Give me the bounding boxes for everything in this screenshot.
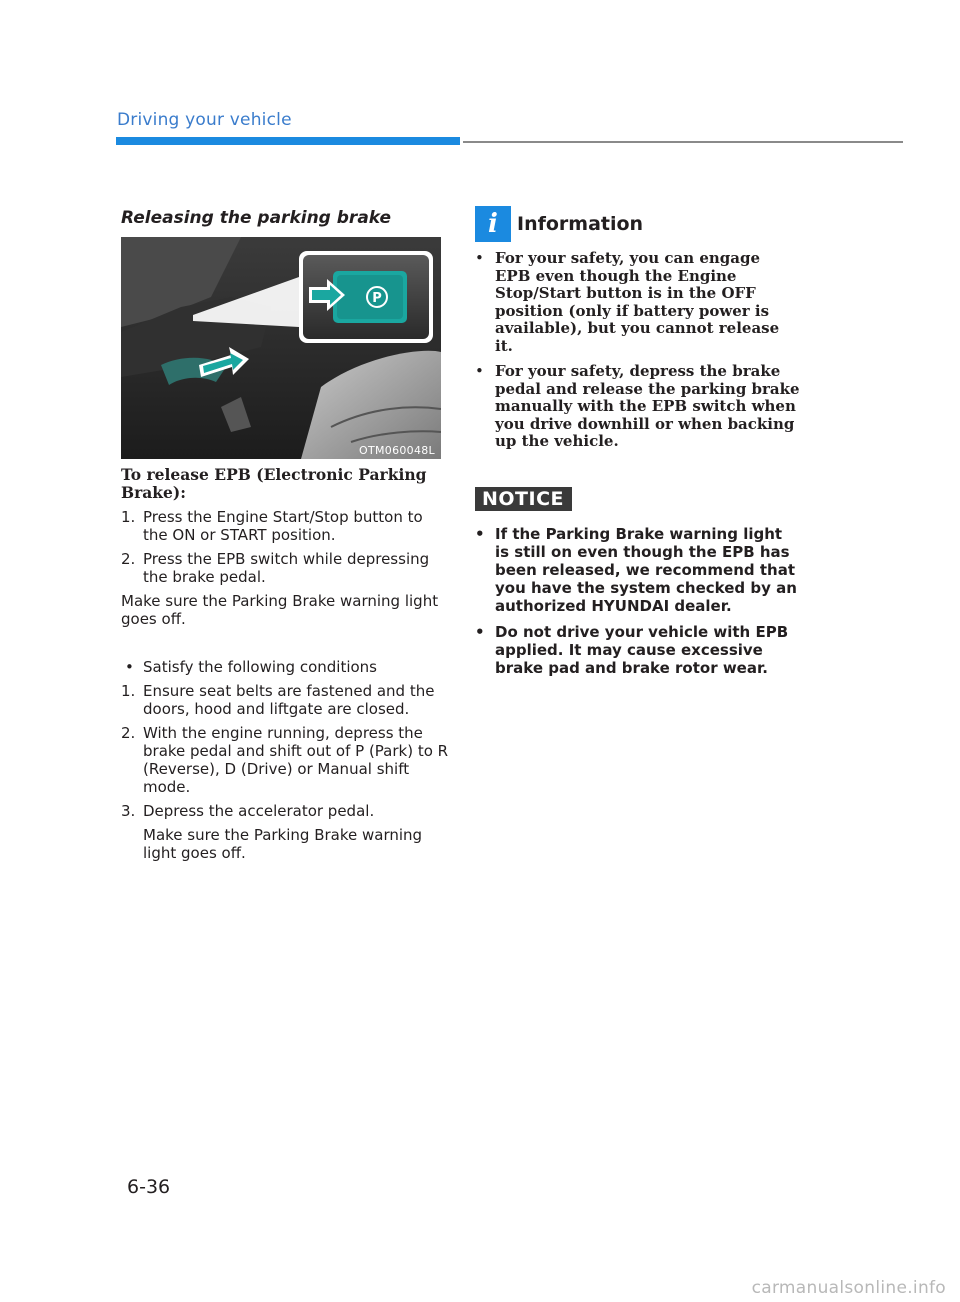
figure-code: OTM060048L	[359, 444, 435, 457]
info-text: For your safety, you can engage EPB even though the Engine Stop/Start button is in the OFF position (only if battery power is available), but you cannot release it.	[495, 249, 780, 355]
info-list-item	[475, 363, 800, 451]
epb-release-figure	[121, 237, 441, 459]
list-text: With the engine running, depress the brake pedal and shift out of P (Park) to R (Reverse), D (Drive) or Manual shift mode.	[143, 724, 449, 796]
right-column	[475, 206, 800, 685]
notice-badge: NOTICE	[475, 487, 572, 511]
final-warning-note: Make sure the Parking Brake warning light goes off.	[143, 826, 423, 862]
list-number: 2.	[121, 550, 136, 568]
list-number: 1.	[121, 682, 136, 700]
bullet-icon: •	[475, 362, 484, 380]
info-icon: i	[475, 206, 511, 242]
list-number: 2.	[121, 724, 136, 742]
conditions-bullet	[121, 658, 451, 676]
list-item	[121, 802, 451, 820]
epb-illustration	[121, 237, 441, 459]
bullet-text: Satisfy the following conditions	[143, 658, 377, 676]
svg-text:P: P	[372, 291, 382, 306]
notice-list-item	[475, 525, 800, 615]
release-subhead: To release EPB (Electronic Parking Brake):	[121, 465, 427, 502]
release-instructions	[121, 466, 451, 868]
information-header	[475, 206, 800, 242]
list-item	[121, 724, 451, 796]
notice-text: Do not drive your vehicle with EPB applied. It may cause excessive brake pad and brake rotor wear.	[495, 622, 789, 677]
notice-list-item	[475, 623, 800, 677]
list-text: Press the Engine Start/Stop button to the ON or START position.	[143, 508, 423, 544]
bullet-icon: •	[125, 658, 134, 676]
list-text: Depress the accelerator pedal.	[143, 802, 375, 820]
information-title: Information	[517, 213, 644, 235]
bullet-icon: •	[475, 622, 485, 641]
list-number: 3.	[121, 802, 136, 820]
notice-text: If the Parking Brake warning light is still on even though the EPB has been released, we recommend that you have the system checked by an authorized HYUNDAI dealer.	[495, 524, 797, 615]
watermark: carmanualsonline.info	[751, 1278, 946, 1298]
list-item	[121, 682, 451, 718]
warning-light-note: Make sure the Parking Brake warning light goes off.	[121, 592, 439, 628]
page-number: 6-36	[127, 1176, 171, 1198]
list-number: 1.	[121, 508, 136, 526]
info-list-item	[475, 250, 800, 355]
section-title: Releasing the parking brake	[121, 208, 392, 228]
bullet-icon: •	[475, 524, 485, 543]
list-item	[121, 508, 451, 544]
list-text: Press the EPB switch while depressing the brake pedal.	[143, 550, 430, 586]
header-rule-accent	[116, 137, 460, 145]
header-rule-line	[463, 141, 903, 143]
info-text: For your safety, depress the brake pedal and release the parking brake manually with the EPB switch when you drive downhill or when backing up the vehicle.	[495, 362, 800, 450]
header-title: Driving your vehicle	[117, 110, 292, 130]
list-text: Ensure seat belts are fastened and the doors, hood and liftgate are closed.	[143, 682, 435, 718]
list-item	[121, 550, 451, 586]
bullet-icon: •	[475, 249, 484, 267]
